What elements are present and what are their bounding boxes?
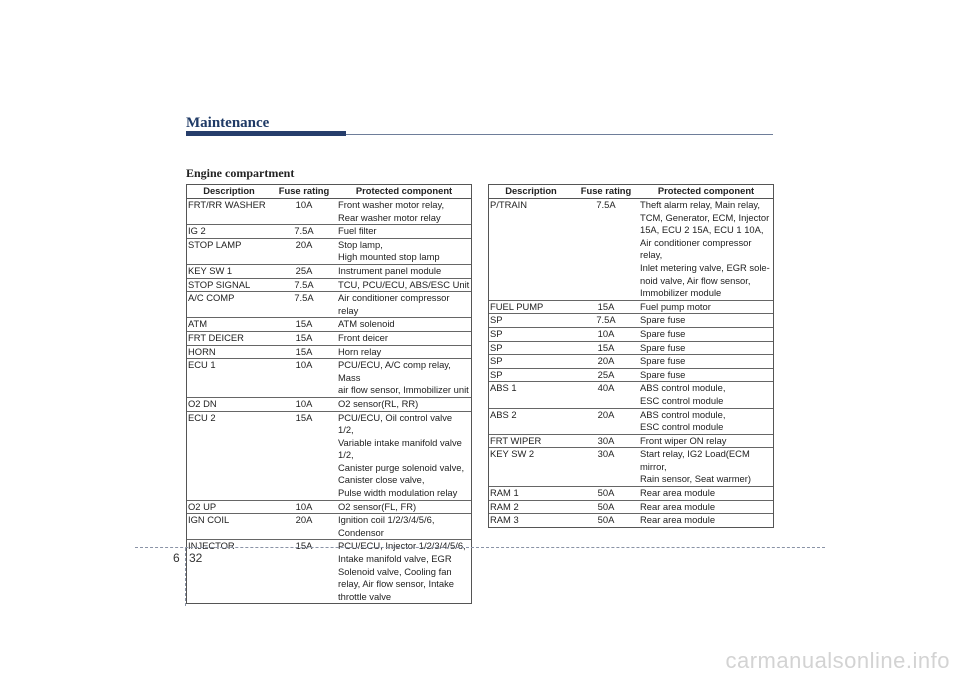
protected-component-line: 15A, ECU 2 15A, ECU 1 10A, — [640, 224, 764, 236]
column-header-fuse-rating: Fuse rating — [272, 185, 336, 199]
protected-component-line: Inlet metering valve, EGR sole- — [640, 261, 770, 273]
fuse-description: ABS 1 — [488, 382, 574, 408]
protected-component-line: PCU/ECU, Oil control valve 1/2, — [338, 411, 453, 436]
protected-component-line: PCU/ECU, A/C comp relay, Mass — [338, 359, 451, 383]
protected-component-line: Spare fuse — [640, 341, 686, 353]
protected-component-line: ABS control module, — [640, 382, 726, 394]
page-header-title: Maintenance — [186, 115, 270, 131]
protected-component-line: Rear area module — [640, 514, 716, 526]
column-header-description: Description — [186, 185, 272, 199]
protected-component-line: Immobilizer module — [640, 287, 722, 299]
protected-component-line: Spare fuse — [640, 327, 686, 339]
watermark-text: carmanualsonline.info — [725, 648, 950, 673]
protected-component-line: Intake manifold valve, EGR — [338, 553, 452, 565]
fuse-rating: 7.5A — [272, 278, 336, 292]
fuse-rating: 15A — [574, 341, 638, 355]
fuse-rating: 50A — [574, 487, 638, 501]
protected-component-line: High mounted stop lamp — [338, 251, 440, 263]
protected-component-line: PCU/ECU, Injector 1/2/3/4/5/6, — [338, 540, 466, 552]
protected-component-line: Rear area module — [640, 500, 716, 512]
protected-component-line: Ignition coil 1/2/3/4/5/6, Condensor — [338, 514, 435, 538]
fuse-rating: 10A — [272, 397, 336, 411]
protected-component-line: Start relay, IG2 Load(ECM mirror, — [640, 448, 750, 472]
fuse-description: RAM 1 — [488, 487, 574, 501]
protected-component-line: Rear washer motor relay — [338, 211, 441, 223]
fuse-rating: 40A — [574, 382, 638, 408]
protected-component-line: Instrument panel module — [338, 264, 442, 276]
fuse-description: KEY SW 2 — [488, 448, 574, 487]
protected-component-line: noid valve, Air flow sensor, — [640, 274, 751, 286]
protected-component-line: ABS control module, — [640, 408, 726, 420]
page-number: 32 — [189, 551, 203, 565]
fuse-description: INJECTOR — [186, 540, 272, 604]
fuse-description: FRT WIPER — [488, 434, 574, 448]
fuse-description: ABS 2 — [488, 408, 574, 434]
fuse-description: IGN COIL — [186, 514, 272, 540]
fuse-table-right-frame — [488, 184, 774, 528]
fuse-table-left-frame — [186, 184, 472, 604]
fuse-rating: 10A — [272, 359, 336, 398]
protected-component-line: O2 sensor(RL, RR) — [338, 397, 419, 409]
protected-component-line: Rear area module — [640, 487, 716, 499]
fuse-description: HORN — [186, 345, 272, 359]
column-header-protected-component: Protected component — [638, 185, 774, 199]
fuse-description: P/TRAIN — [488, 199, 574, 301]
fuse-rating: 25A — [574, 368, 638, 382]
fuse-description: ATM — [186, 318, 272, 332]
fuse-description: IG 2 — [186, 225, 272, 239]
fuse-rating: 10A — [272, 199, 336, 225]
protected-component-line: ATM solenoid — [338, 318, 395, 330]
protected-component-line: Air conditioner compressor relay, — [640, 236, 752, 261]
protected-component-line: Theft alarm relay, Main relay, — [640, 199, 761, 210]
fuse-rating: 10A — [272, 500, 336, 514]
protected-component-line: Variable intake manifold valve 1/2, — [338, 436, 462, 461]
fuse-rating: 7.5A — [574, 314, 638, 328]
protected-component-line: Spare fuse — [640, 368, 686, 380]
footer-rule — [135, 547, 825, 548]
fuse-description: SP — [488, 341, 574, 355]
fuse-rating: 50A — [574, 514, 638, 528]
fuse-description: FRT DEICER — [186, 331, 272, 345]
protected-component-line: TCU, PCU/ECU, ABS/ESC Unit — [338, 278, 470, 290]
fuse-rating: 20A — [574, 355, 638, 369]
fuse-description: A/C COMP — [186, 292, 272, 318]
fuse-description: FUEL PUMP — [488, 300, 574, 314]
protected-component-line: Spare fuse — [640, 355, 686, 367]
fuse-description: FRT/RR WASHER — [186, 199, 272, 225]
protected-component-line: Pulse width modulation relay — [338, 487, 458, 499]
fuse-description: SP — [488, 368, 574, 382]
fuse-rating: 15A — [272, 318, 336, 332]
fuse-description: SP — [488, 314, 574, 328]
fuse-description: STOP LAMP — [186, 238, 272, 264]
fuse-rating: 30A — [574, 434, 638, 448]
chapter-number: 6 — [173, 551, 180, 565]
protected-component-line: Stop lamp, — [338, 238, 383, 250]
fuse-rating: 20A — [272, 514, 336, 540]
fuse-description: O2 UP — [186, 500, 272, 514]
protected-component-line: Front wiper ON relay — [640, 434, 727, 446]
fuse-rating: 15A — [272, 411, 336, 500]
fuse-description: KEY SW 1 — [186, 264, 272, 278]
fuse-rating: 25A — [272, 264, 336, 278]
protected-component-line: Spare fuse — [640, 314, 686, 326]
protected-component-line: Horn relay — [338, 345, 382, 357]
fuse-description: RAM 2 — [488, 500, 574, 514]
fuse-rating: 7.5A — [574, 199, 638, 301]
protected-component-line: Fuel filter — [338, 225, 377, 237]
protected-component-line: throttle valve — [338, 590, 392, 602]
fuse-rating: 7.5A — [272, 292, 336, 318]
protected-component-line: ESC control module — [640, 421, 724, 433]
fuse-rating: 15A — [272, 345, 336, 359]
protected-component-line: Canister close valve, — [338, 474, 425, 486]
fuse-rating: 10A — [574, 327, 638, 341]
fuse-rating: 50A — [574, 500, 638, 514]
protected-component-line: Front deicer — [338, 331, 389, 343]
protected-component-line: O2 sensor(FL, FR) — [338, 500, 417, 512]
fuse-description: O2 DN — [186, 397, 272, 411]
fuse-rating: 20A — [272, 238, 336, 264]
column-header-fuse-rating: Fuse rating — [574, 185, 638, 199]
fuse-rating: 7.5A — [272, 225, 336, 239]
protected-component-line: Air conditioner compressor relay — [338, 292, 450, 316]
column-header-protected-component: Protected component — [336, 185, 472, 199]
fuse-rating: 15A — [574, 300, 638, 314]
fuse-description: STOP SIGNAL — [186, 278, 272, 292]
fuse-rating: 30A — [574, 448, 638, 487]
header-accent-bar — [186, 131, 346, 136]
section-title: Engine compartment — [186, 166, 295, 180]
column-header-description: Description — [488, 185, 574, 199]
fuse-description: RAM 3 — [488, 514, 574, 528]
fuse-rating: 15A — [272, 540, 336, 604]
fuse-description: SP — [488, 355, 574, 369]
protected-component-line: Rain sensor, Seat warmer) — [640, 473, 751, 485]
header-rule — [346, 134, 773, 135]
protected-component-line: relay, Air flow sensor, Intake — [338, 578, 455, 590]
fuse-description: ECU 2 — [186, 411, 272, 500]
protected-component-line: air flow sensor, Immobilizer unit — [338, 384, 469, 396]
protected-component-line: Fuel pump motor — [640, 300, 711, 312]
protected-component-line: Canister purge solenoid valve, — [338, 461, 465, 473]
footer-divider — [185, 548, 186, 606]
protected-component-line: TCM, Generator, ECM, Injector — [640, 211, 770, 223]
protected-component-line: Solenoid valve, Cooling fan — [338, 565, 452, 577]
protected-component-line: ESC control module — [640, 394, 724, 406]
fuse-rating: 15A — [272, 331, 336, 345]
fuse-description: SP — [488, 327, 574, 341]
protected-component-line: Front washer motor relay, — [338, 199, 445, 210]
fuse-rating: 20A — [574, 408, 638, 434]
fuse-description: ECU 1 — [186, 359, 272, 398]
